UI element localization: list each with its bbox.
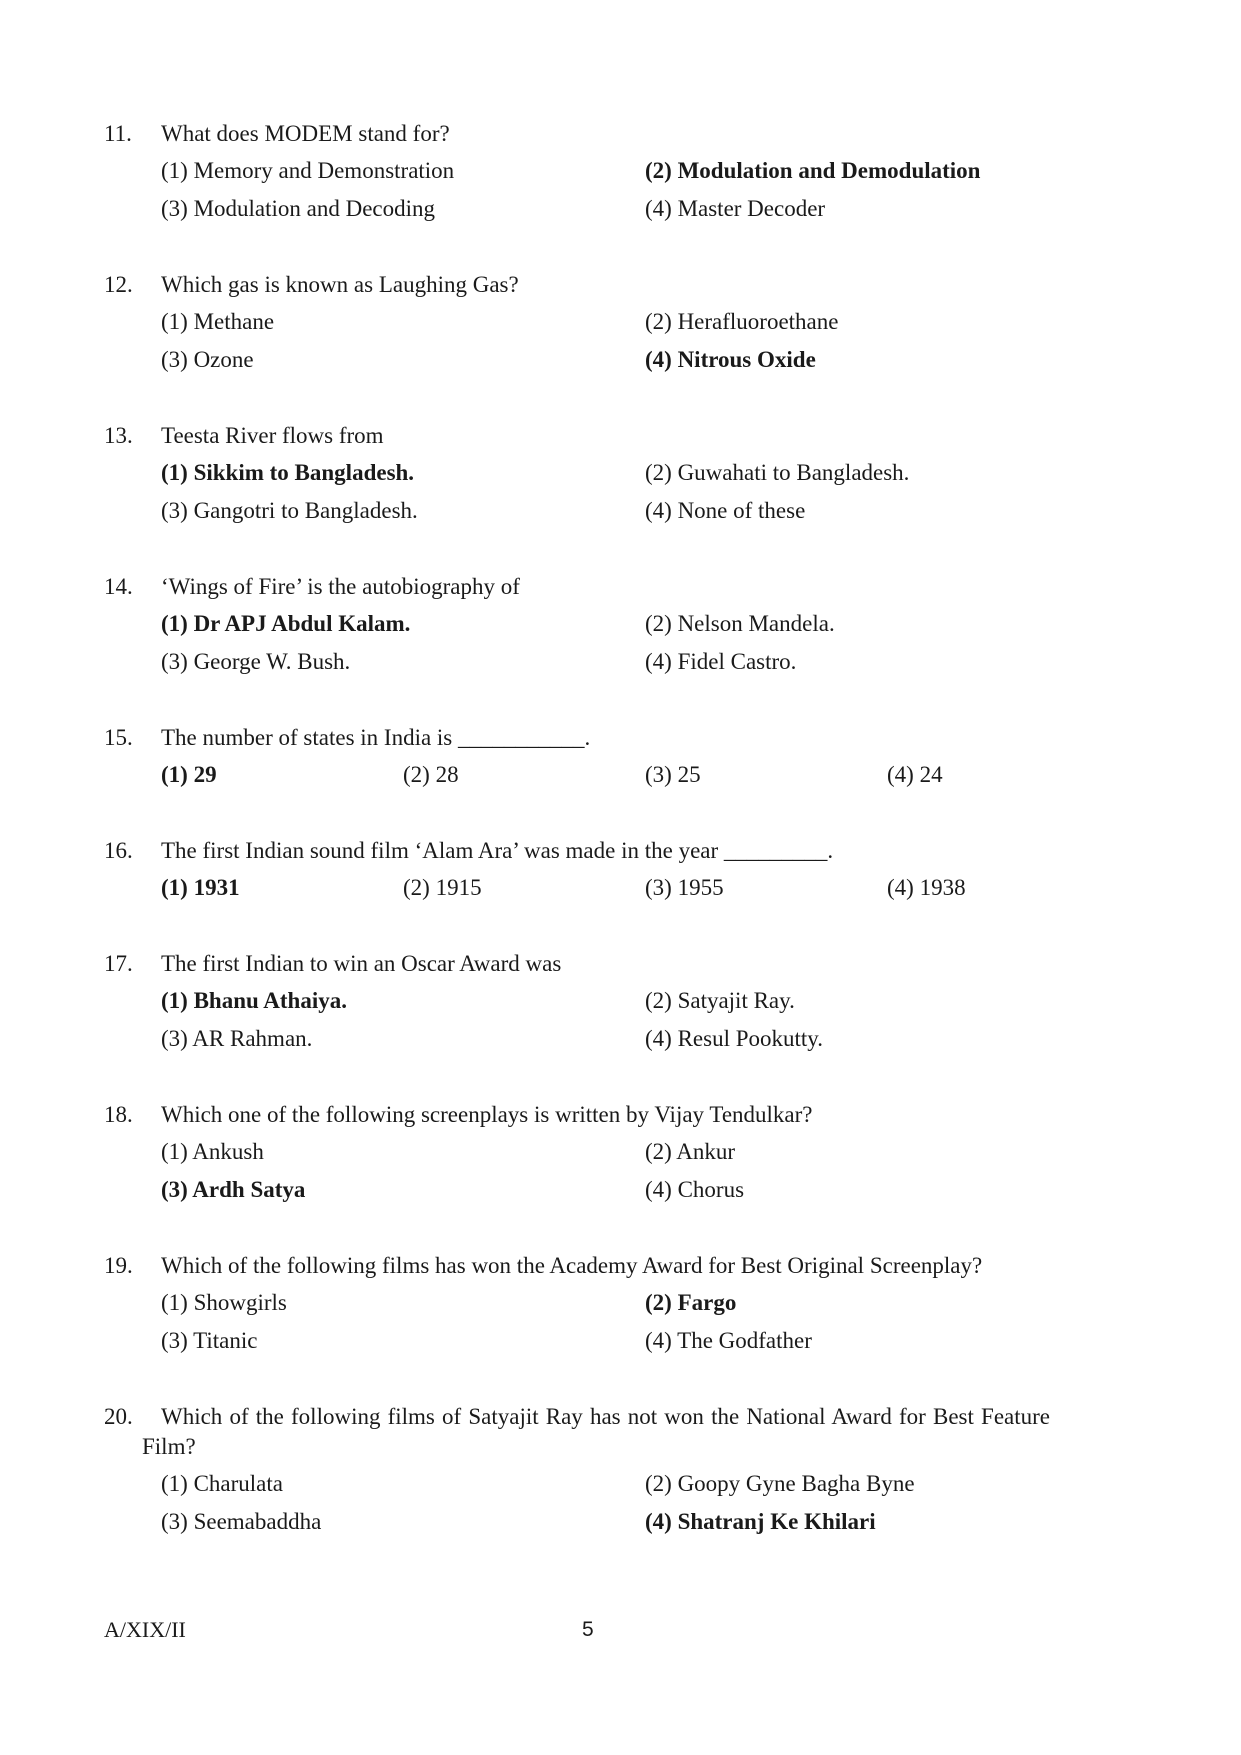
option-4: (4) None of these [645,498,806,523]
option-3: (3) 25 [645,762,701,787]
option-2: (2) 28 [403,762,459,787]
option-2-correct: (2) Fargo [645,1290,737,1315]
question-number: 18. [104,1102,133,1127]
question-number: 19. [104,1253,133,1278]
option-2: (2) Goopy Gyne Bagha Byne [645,1471,915,1496]
option-4: (4) Master Decoder [645,196,826,221]
option-3: (3) Gangotri to Bangladesh. [161,498,418,523]
question-number: 17. [104,951,133,976]
question-14 [104,569,1134,681]
option-3: (3) Modulation and Decoding [161,196,436,221]
option-2: (2) Ankur [645,1139,736,1164]
question-number: 13. [104,423,133,448]
option-4: (4) 1938 [887,875,966,900]
option-2-correct: (2) Modulation and Demodulation [645,158,981,183]
question-19 [104,1248,1134,1360]
question-15 [104,720,1134,794]
question-18 [104,1097,1134,1209]
option-3: (3) George W. Bush. [161,649,351,674]
option-2: (2) 1915 [403,875,482,900]
option-1: (1) Charulata [161,1471,283,1496]
question-20 [104,1399,1134,1541]
question-text: What does MODEM stand for? [161,121,450,146]
option-3: (3) Ozone [161,347,254,372]
question-number: 20. [104,1404,133,1429]
question-text: The first Indian to win an Oscar Award was [161,951,562,976]
option-1-correct: (1) 1931 [161,875,240,900]
question-16 [104,833,1134,907]
paper-code: A/XIX/II [104,1617,186,1642]
option-1: (1) Memory and Demonstration [161,158,455,183]
question-12 [104,267,1134,379]
option-1: (1) Showgirls [161,1290,287,1315]
page-number: 5 [582,1618,594,1641]
option-4: (4) Resul Pookutty. [645,1026,824,1051]
question-text: Teesta River flows from [161,423,384,448]
question-text: Which one of the following screenplays is written by Vijay Tendulkar? [161,1102,813,1127]
question-text: Which of the following films has won the Academy Award for Best Original Screenplay? [161,1253,983,1278]
option-2: (2) Herafluoroethane [645,309,839,334]
option-4: (4) Chorus [645,1177,745,1202]
question-11 [104,116,1134,228]
option-3: (3) AR Rahman. [161,1026,313,1051]
question-text: The first Indian sound film ‘Alam Ara’ was made in the year _________. [161,838,834,863]
option-3: (3) 1955 [645,875,724,900]
option-2: (2) Nelson Mandela. [645,611,835,636]
option-4: (4) The Godfather [645,1328,812,1353]
question-text: Which of the following films of Satyajit Ray has not won the National Award for Best Feature [161,1404,1050,1429]
option-1-correct: (1) Bhanu Athaiya. [161,988,347,1013]
question-number: 11. [104,121,132,146]
option-1-correct: (1) 29 [161,762,217,787]
question-text: ‘Wings of Fire’ is the autobiography of [161,574,520,599]
option-3-correct: (3) Ardh Satya [161,1177,306,1202]
option-4: (4) 24 [887,762,943,787]
question-17 [104,946,1134,1058]
question-number: 15. [104,725,133,750]
option-3: (3) Titanic [161,1328,258,1353]
option-1-correct: (1) Sikkim to Bangladesh. [161,460,415,485]
question-number: 12. [104,272,133,297]
option-2: (2) Guwahati to Bangladesh. [645,460,910,485]
question-text: The number of states in India is ___________. [161,725,591,750]
option-3: (3) Seemabaddha [161,1509,322,1534]
question-text: Which gas is known as Laughing Gas? [161,272,519,297]
option-1: (1) Ankush [161,1139,264,1164]
option-2: (2) Satyajit Ray. [645,988,795,1013]
question-text-continued: Film? [142,1434,196,1459]
option-1-correct: (1) Dr APJ Abdul Kalam. [161,611,411,636]
option-1: (1) Methane [161,309,275,334]
question-number: 16. [104,838,133,863]
question-13 [104,418,1134,530]
option-4-correct: (4) Shatranj Ke Khilari [645,1509,876,1534]
option-4: (4) Fidel Castro. [645,649,797,674]
option-4-correct: (4) Nitrous Oxide [645,347,816,372]
question-number: 14. [104,574,133,599]
